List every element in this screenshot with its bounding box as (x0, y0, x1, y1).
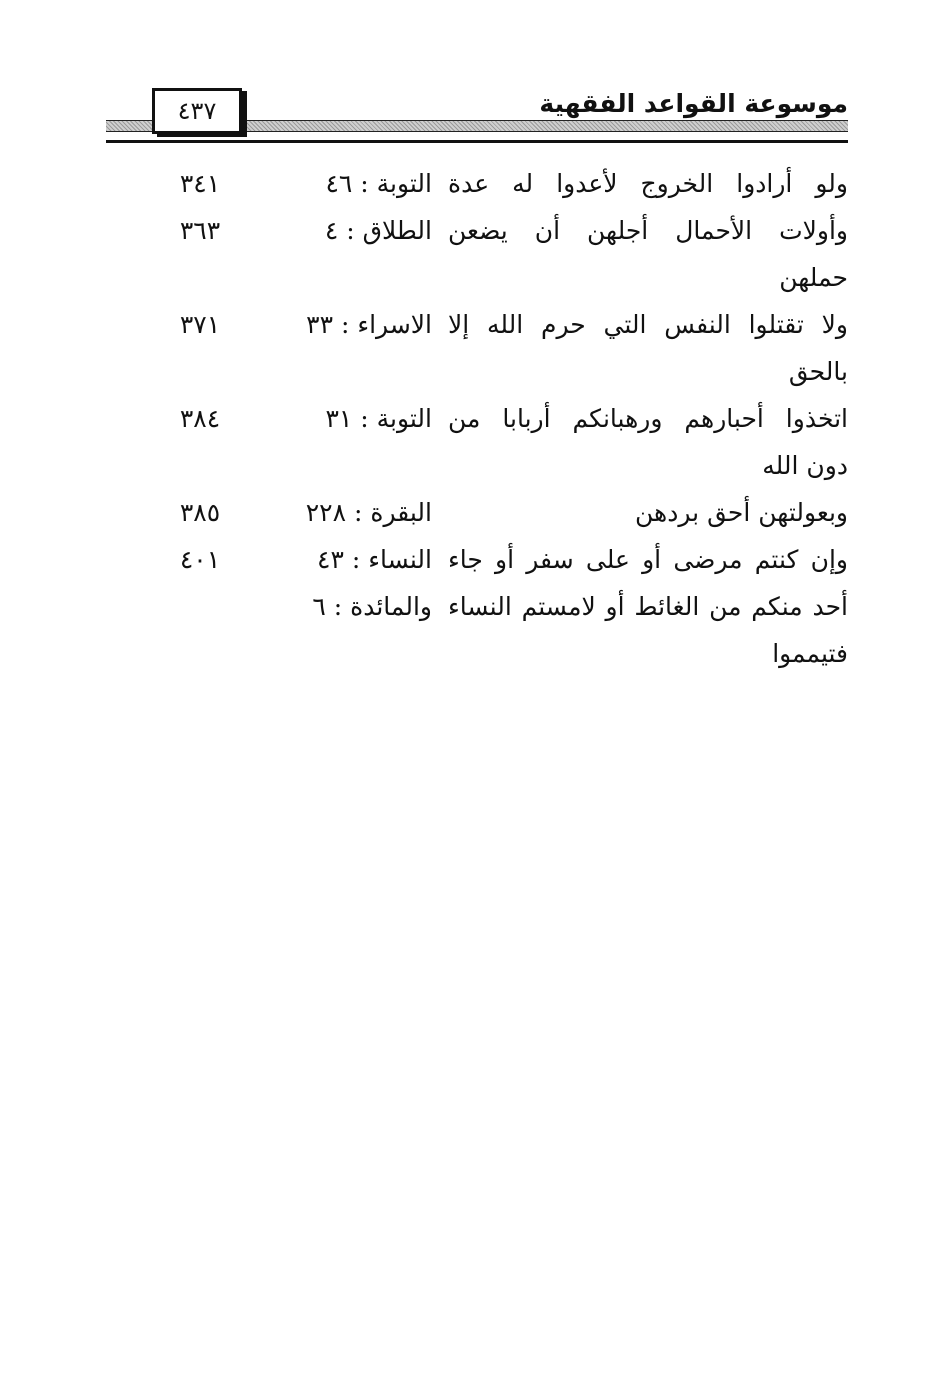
list-item-continuation (100, 348, 848, 395)
list-item (100, 489, 848, 536)
list-item-continuation (100, 254, 848, 301)
surah-reference: البقرة : ٢٢٨ (305, 498, 432, 527)
verse-text: ولو أرادوا الخروج لأعدوا له عدة (448, 169, 848, 198)
verse-text: وبعولتهن أحق بردهن (635, 498, 848, 527)
verse-continuation: حملهن (779, 263, 848, 292)
verse-continuation: فتيمموا (772, 639, 848, 668)
list-item (100, 395, 848, 442)
verse-text: اتخذوا أحبارهم ورهبانكم أربابا من (448, 404, 848, 433)
page-ref: ٣٨٥ (179, 498, 221, 527)
page-header (106, 84, 848, 148)
list-item (100, 207, 848, 254)
page-ref: ٣٦٣ (179, 216, 221, 245)
surah-reference: النساء : ٤٣ (317, 545, 432, 574)
page-ref: ٣٨٤ (179, 404, 221, 433)
surah-reference: الاسراء : ٣٣ (306, 310, 432, 339)
page-ref: ٣٤١ (179, 169, 221, 198)
header-rule (106, 140, 848, 143)
verse-continuation: بالحق (788, 357, 848, 386)
surah-reference: التوبة : ٤٦ (325, 169, 432, 198)
list-item (100, 536, 848, 583)
verse-text: ولا تقتلوا النفس التي حرم الله إلا (448, 310, 848, 339)
verse-index-list (100, 160, 848, 677)
verse-text: وإن كنتم مرضى أو على سفر أو جاء (448, 545, 848, 574)
verse-text: وأولات الأحمال أجلهن أن يضعن (448, 216, 848, 245)
page-ref: ٣٧١ (179, 310, 221, 339)
running-title: موسوعة القواعد الفقهية (529, 88, 848, 120)
verse-continuation: دون الله (762, 451, 848, 480)
verse-text: أحد منكم من الغائط أو لامستم النساء (448, 592, 848, 621)
page-ref: ٤٠١ (179, 545, 221, 574)
list-item-continuation (100, 442, 848, 489)
surah-reference: التوبة : ٣١ (325, 404, 432, 433)
list-item (100, 301, 848, 348)
surah-reference: الطلاق : ٤ (324, 216, 432, 245)
page-number: ٤٣٧ (177, 97, 217, 125)
list-item (100, 160, 848, 207)
surah-reference: والمائدة : ٦ (312, 592, 432, 621)
page-number-box (152, 88, 242, 134)
list-item-continuation (100, 630, 848, 677)
list-item (100, 583, 848, 630)
